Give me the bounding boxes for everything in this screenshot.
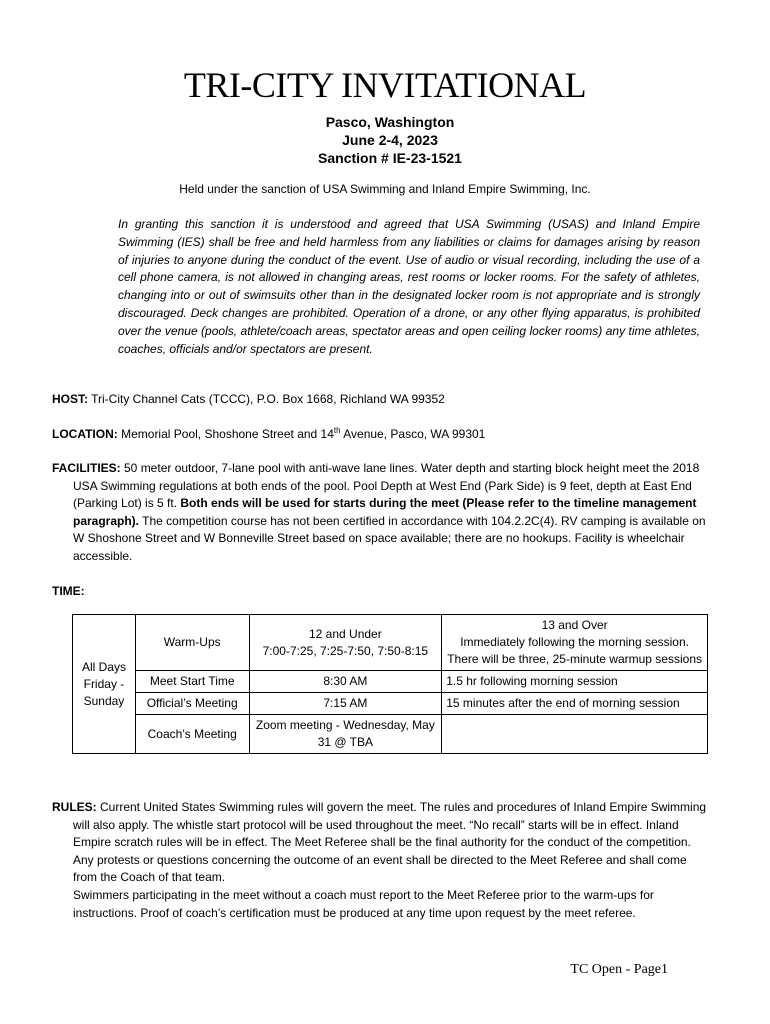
sanction-number: Sanction # IE-23-1521 [318, 150, 462, 166]
days-cell: All Days Friday - Sunday [73, 615, 136, 754]
host-label: HOST: [52, 392, 88, 406]
facilities-text: 50 meter outdoor, 7-lane pool with anti-wave lane lines. Water depth and starting block height meet the 2018 USA Swimming regulations at both ends of the pool. Pool Depth at West End (Park Side) is 9 feet, depth at East End (Parking Lot) is 5 ft. [73, 461, 700, 511]
page-title: TRI-CITY INVITATIONAL [183, 65, 587, 105]
value-cell: 15 minutes after the end of morning session [442, 693, 708, 715]
sanction-statement: Held under the sanction of USA Swimming and Inland Empire Swimming, Inc. [179, 182, 591, 196]
rules-section [52, 799, 713, 922]
liability-disclaimer: In granting this sanction it is understood and agreed that USA Swimming (USAS) and Inland Empire Swimming (IES) shall be free and held harmless from any liabilities or claims for damages arising by reason of injuries to anyone during the conduct of the event. Use of audio or visual recording, including the use of a cell phone camera, is not allowed in changing areas, rest rooms or locker rooms. For the safety of athletes, changing into or out of swimsuits other than in the designated locker room is not appropriate and is strongly discouraged. Deck changes are prohibited. Operation of a drone, or any other flying apparatus, is prohibited over the venue (pools, athlete/coach areas, spectator areas and open ceiling locker rooms) any time athletes, coaches, officials and/or spectators are present. [118, 217, 700, 356]
value-cell: 1.5 hr following morning session [442, 671, 708, 693]
table-row [73, 693, 708, 715]
location-text-end: Avenue, Pasco, WA 99301 [340, 427, 486, 441]
rules-text-coach: Swimmers participating in the meet without a coach must report to the Meet Referee prior to the warm-ups for instructions. Proof of coach’s certification must be produced at any time upon request by the meet referee. [73, 887, 654, 920]
meet-dates: June 2-4, 2023 [342, 132, 438, 148]
meet-location: Pasco, Washington [325, 114, 455, 130]
twelve-under-cell: 12 and Under 7:00-7:25, 7:25-7:50, 7:50-8:15 [249, 615, 442, 671]
facilities-bold-note: Both ends will be used for starts during the meet (Please refer to the timeline management paragraph). [73, 496, 697, 528]
table-row [73, 671, 708, 693]
location-label: LOCATION: [52, 427, 118, 441]
table-row [73, 615, 708, 671]
value-cell [442, 715, 708, 754]
value-cell: 8:30 AM [249, 671, 442, 693]
value-cell: Zoom meeting - Wednesday, May 31 @ TBA [249, 715, 442, 754]
time-label: TIME: [52, 584, 85, 598]
facilities-text-end: The competition course has not been certified in accordance with 104.2.2C(4). RV camping is available on W Shoshone Street and W Bonneville Street based on space available; there are no hookups. Facility is wheelchair accessible. [73, 513, 706, 563]
location-section [52, 426, 692, 444]
facilities-section [52, 460, 713, 566]
time-table [72, 614, 708, 754]
facilities-label: FACILITIES: [52, 461, 121, 475]
table-row [73, 715, 708, 754]
value-cell: 7:15 AM [249, 693, 442, 715]
row-label-cell: Warm-Ups [135, 615, 249, 671]
page-footer: TC Open - Page1 [570, 962, 668, 977]
rules-label: RULES: [52, 800, 97, 814]
row-label-cell: Coach’s Meeting [135, 715, 249, 754]
location-superscript: th [333, 426, 341, 435]
host-section [52, 391, 692, 409]
thirteen-over-cell: 13 and Over Immediately following the morning session. There will be three, 25-minute warmup sessions [442, 615, 708, 671]
row-label-cell: Official’s Meeting [135, 693, 249, 715]
rules-text: Current United States Swimming rules will govern the meet. The rules and procedures of Inland Empire Swimming will also apply. The whistle start protocol will be used throughout the meet. “No recall” starts will be in effect. Inland Empire scratch rules will be in effect. The Meet Referee shall be the final authority for the conduct of the competition. Any protests or questions concerning the outcome of an event shall be directed to the Meet Referee and shall come from the Coach of that team. [73, 800, 707, 885]
host-text: Tri-City Channel Cats (TCCC), P.O. Box 1668, Richland WA 99352 [88, 392, 445, 406]
row-label-cell: Meet Start Time [135, 671, 249, 693]
location-text: Memorial Pool, Shoshone Street and 14 [117, 427, 334, 441]
